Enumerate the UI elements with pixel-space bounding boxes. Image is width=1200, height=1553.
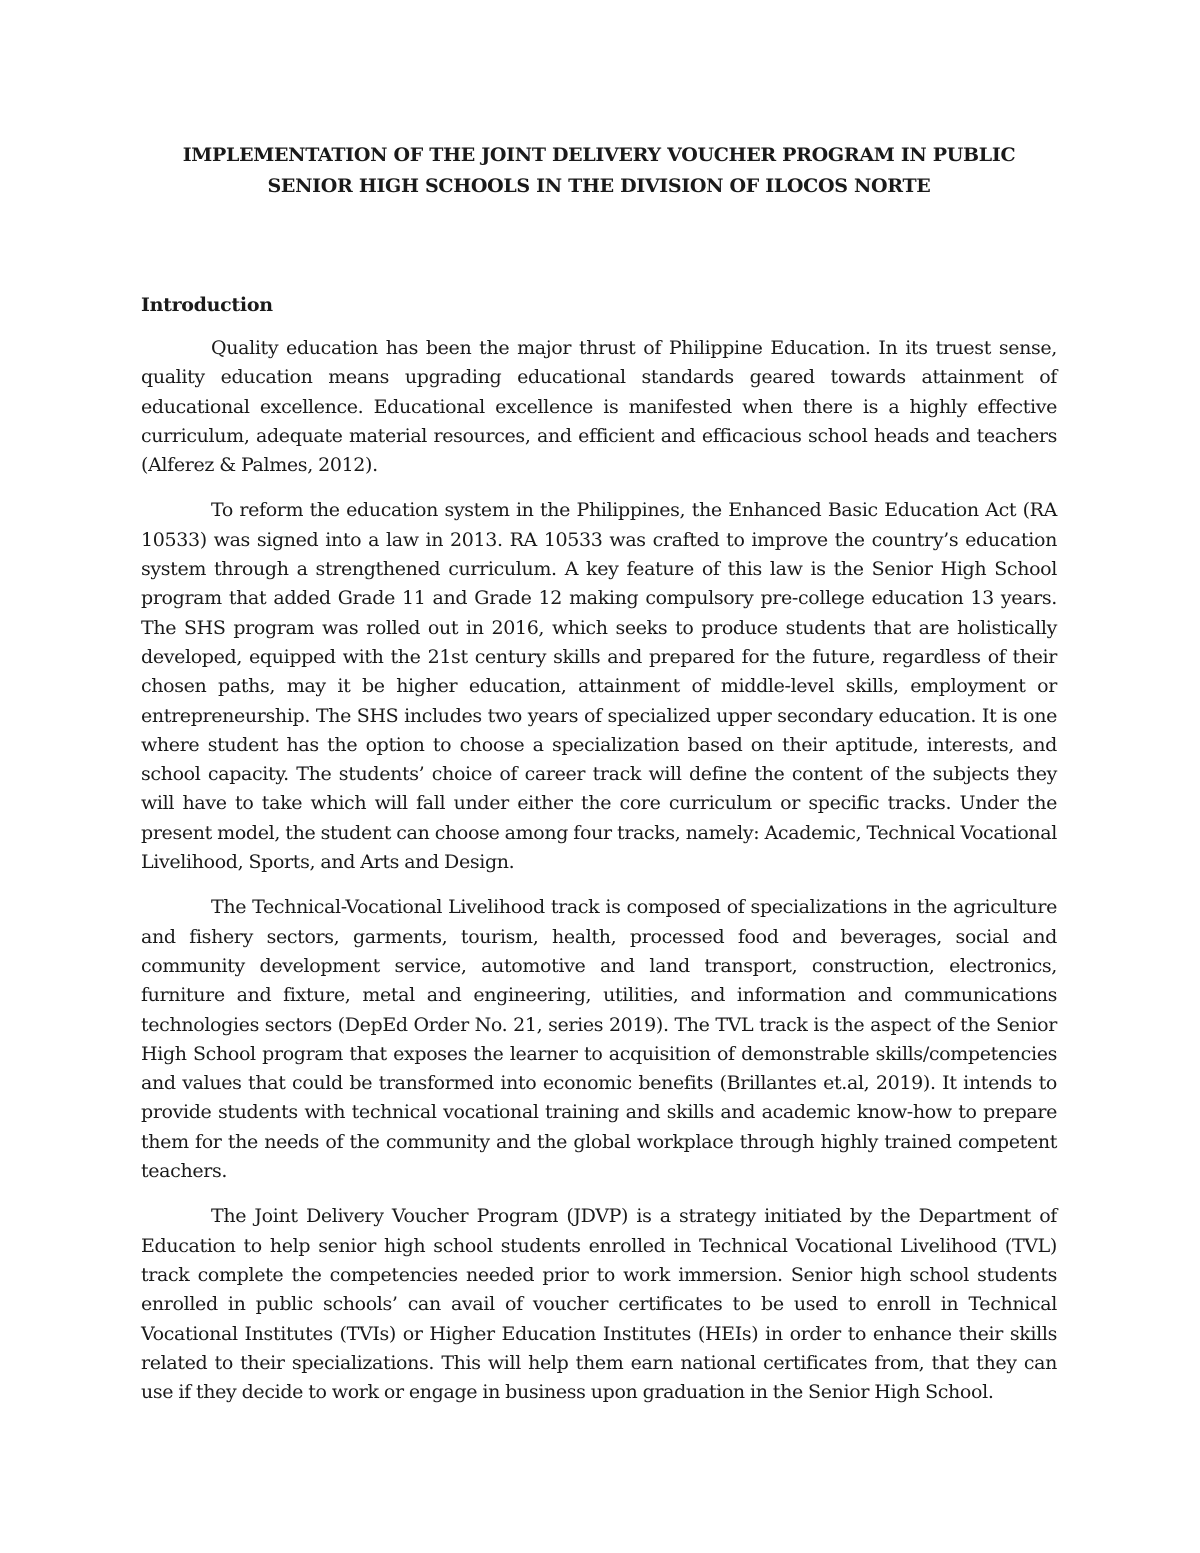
paragraph-3: The Technical-Vocational Livelihood track is composed of specializations in the agriculture and fishery sectors, garments, tourism, health, processed food and beverages, social and community development service, automotive and land transport, construction, electronics, furniture and fixture, metal and engineering, utilities, and information and communications technologies sectors (DepEd Order No. 21, series 2019). The TVL track is the aspect of the Senior High School program that exposes the learner to acquisition of demonstrable skills/competencies and values that could be transformed into economic benefits (Brillantes et.al, 2019). It intends to provide students with technical vocational training and skills and academic know-how to prepare them for the needs of the community and the global workplace through highly trained competent teachers. (141, 896, 1057, 1183)
document-page (141, 140, 1057, 1423)
title-line-1: IMPLEMENTATION OF THE JOINT DELIVERY VOUCHER PROGRAM IN PUBLIC (182, 144, 1016, 166)
paragraph-1: Quality education has been the major thrust of Philippine Education. In its truest sense, quality education means upgrading educational standards geared towards attainment of educational excellence. Educational excellence is manifested when there is a highly effective curriculum, adequate material resources, and efficient and efficacious school heads and teachers (Alferez & Palmes, 2012). (141, 337, 1057, 477)
title-line-2: SENIOR HIGH SCHOOLS IN THE DIVISION OF ILOCOS NORTE (267, 175, 931, 197)
paragraph-2: To reform the education system in the Philippines, the Enhanced Basic Education Act (RA 10533) was signed into a law in 2013. RA 10533 was crafted to improve the country’s education system through a strengthened curriculum. A key feature of this law is the Senior High School program that added Grade 11 and Grade 12 making compulsory pre-college education 13 years. The SHS program was rolled out in 2016, which seeks to produce students that are holistically developed, equipped with the 21st century skills and prepared for the future, regardless of their chosen paths, may it be higher education, attainment of middle-level skills, employment or entrepreneurship. The SHS includes two years of specialized upper secondary education. It is one where student has the option to choose a specialization based on their aptitude, interests, and school capacity. The students’ choice of career track will define the content of the subjects they will have to take which will fall under either the core curriculum or specific tracks. Under the present model, the student can choose among four tracks, namely: Academic, Technical Vocational Livelihood, Sports, and Arts and Design. (141, 499, 1057, 874)
paragraph-4: The Joint Delivery Voucher Program (JDVP) is a strategy initiated by the Department of Education to help senior high school students enrolled in Technical Vocational Livelihood (TVL) track complete the competencies needed prior to work immersion. Senior high school students enrolled in public schools’ can avail of voucher certificates to be used to enroll in Technical Vocational Institutes (TVIs) or Higher Education Institutes (HEIs) in order to enhance their skills related to their specializations. This will help them earn national certificates from, that they can use if they decide to work or engage in business upon graduation in the Senior High School. (141, 1205, 1057, 1404)
document-title (141, 140, 1057, 202)
section-heading-introduction: Introduction (141, 294, 273, 316)
